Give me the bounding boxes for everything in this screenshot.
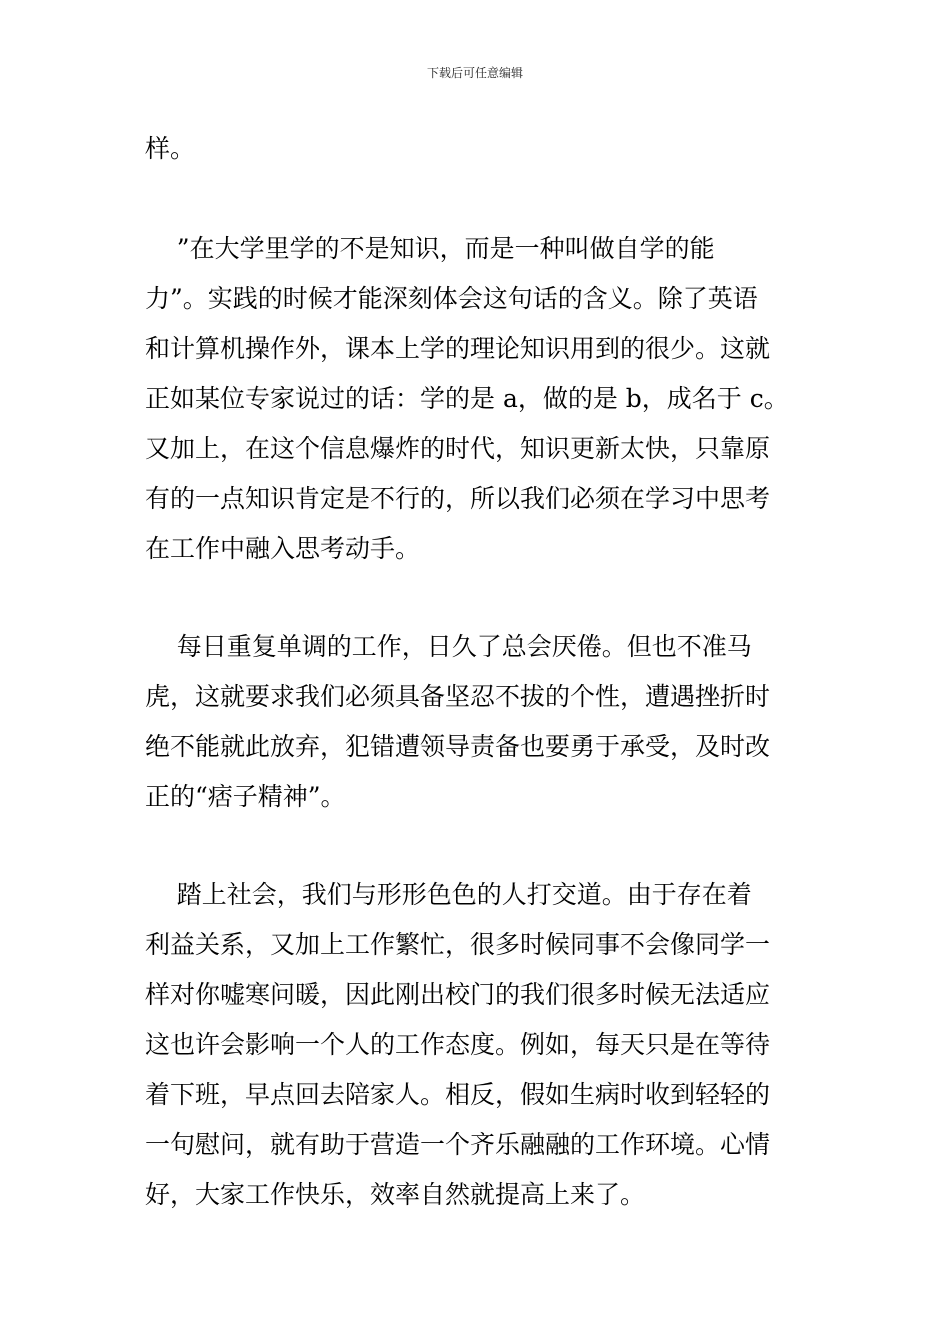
text-line: 力”。实践的时候才能深刻体会这句话的含义。除了英语: [145, 284, 758, 313]
text-line: 着下班，早点回去陪家人。相反，假如生病时收到轻轻的: [145, 1080, 771, 1109]
page-header: 下载后可任意编辑: [426, 66, 523, 80]
text-line: 利益关系，又加上工作繁忙，很多时候同事不会像同学一: [145, 930, 771, 959]
text-line: 绝不能就此放弃，犯错遭领导责备也要勇于承受，及时改: [145, 732, 771, 761]
text-line: 每日重复单调的工作，日久了总会厌倦。但也不准马: [145, 632, 752, 661]
text-line: 样对你嘘寒问暖，因此刚出校门的我们很多时候无法适应: [145, 980, 771, 1009]
text-line: 样。: [145, 134, 196, 163]
text-line: ”在大学里学的不是知识，而是一种叫做自学的能: [145, 234, 715, 263]
text-line: 踏上社会，我们与形形色色的人打交道。由于存在着: [145, 880, 752, 909]
text-line: 好，大家工作快乐，效率自然就提高上来了。: [145, 1180, 646, 1209]
text-line: 正的“痞子精神”。: [145, 782, 346, 811]
text-line: 有的一点知识肯定是不行的，所以我们必须在学习中思考: [145, 484, 771, 513]
text-line: 这也许会影响一个人的工作态度。例如，每天只是在等待: [145, 1030, 771, 1059]
text-line: 一句慰问，就有助于营造一个齐乐融融的工作环境。心情: [145, 1130, 771, 1159]
text-line: 又加上，在这个信息爆炸的时代，知识更新太快，只靠原: [145, 434, 771, 463]
text-line: 正如某位专家说过的话：学的是 a，做的是 b，成名于 c。: [145, 384, 789, 413]
text-line: 虎，这就要求我们必须具备坚忍不拔的个性，遭遇挫折时: [145, 682, 771, 711]
text-line: 和计算机操作外，课本上学的理论知识用到的很少。这就: [145, 334, 771, 363]
text-line: 在工作中融入思考动手。: [145, 534, 421, 563]
